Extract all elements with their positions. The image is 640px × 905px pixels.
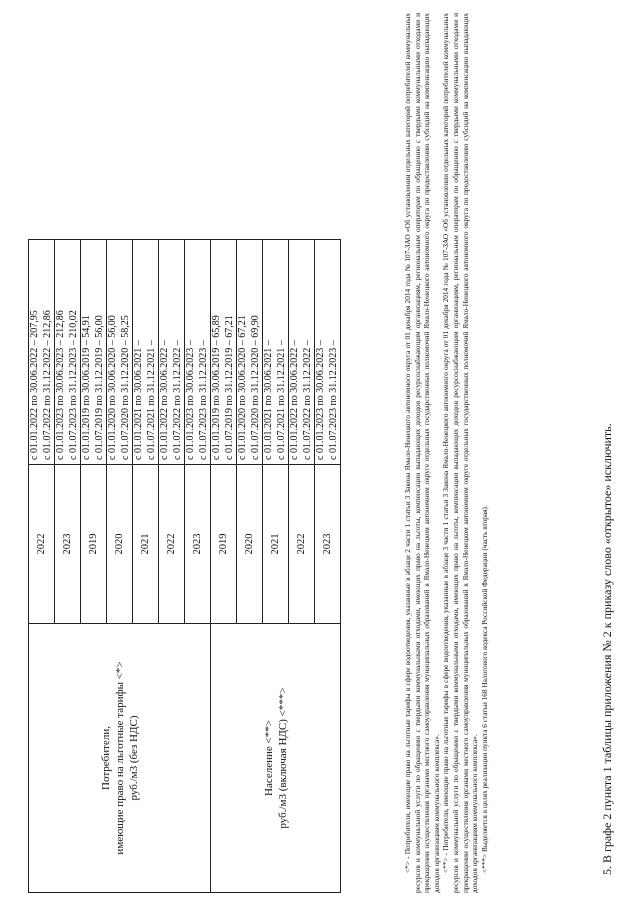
tariff-period-line: с 01.07.2023 по 31.12.2023 –: [197, 340, 209, 460]
category-label-line: Потребители,: [99, 726, 112, 790]
tariff-period-line: с 01.01.2022 по 30.06.2022 –: [159, 340, 170, 460]
tariff-period-line: с 01.07.2022 по 31.12.2022 –: [171, 340, 183, 460]
tariff-period-line: с 01.01.2021 по 30.06.2021 –: [133, 340, 144, 460]
category-label-line: руб./м3 (без НДС): [127, 715, 140, 801]
period-cell: [81, 240, 107, 465]
tariff-period-line: с 01.01.2023 по 30.06.2023 –: [185, 340, 196, 460]
footnote-3: <***> Выделяется в целях реализации пункта 6 статьи 168 Налогового кодекса Российской Федерации (часть вторая).: [479, 505, 489, 873]
period-cell: [289, 240, 315, 465]
period-cell: [107, 240, 133, 465]
tariff-period-line: с 01.01.2019 по 30.06.2019 – 54,91: [81, 315, 92, 460]
category-label-line: имеющие право на льготные тарифы <*>: [113, 661, 126, 855]
tariff-period-line: с 01.07.2019 по 31.12.2019 – 67,21: [223, 315, 235, 460]
tariff-period-line: с 01.01.2023 по 30.06.2023 – 212,86: [55, 310, 66, 460]
tariff-period-line: с 01.07.2021 по 31.12.2021 –: [145, 340, 157, 460]
period-cell: [133, 240, 159, 465]
year-cell: 2022: [29, 465, 55, 624]
category-label-line: Население <**>: [262, 720, 275, 796]
period-cell: [29, 240, 55, 465]
table-row: [29, 240, 55, 893]
tariff-period-line: с 01.07.2022 по 31.12.2022 –: [301, 340, 313, 460]
year-cell: 2023: [185, 465, 211, 624]
tariff-period-line: с 01.07.2020 по 31.12.2020 – 69,90: [249, 315, 261, 460]
period-cell: [263, 240, 289, 465]
tariff-period-line: с 01.07.2023 по 31.12.2023 – 210,02: [67, 310, 79, 460]
consumers-category-cell: [29, 624, 211, 893]
tariff-period-line: с 01.01.2021 по 30.06.2021 –: [263, 340, 274, 460]
year-cell: 2023: [315, 465, 341, 624]
tariff-period-line: с 01.01.2020 по 30.06.2020 – 67,21: [237, 315, 248, 460]
year-cell: 2019: [211, 465, 237, 624]
period-cell: [211, 240, 237, 465]
year-cell: 2020: [237, 465, 263, 624]
period-cell: [185, 240, 211, 465]
year-cell: 2021: [263, 465, 289, 624]
year-cell: 2021: [133, 465, 159, 624]
footnote-2: <**> - Потребители, имеющие право на льготные тарифы в сфере водоотведения, указанные в абзаце 3 части 1 статьи 3 Закона Ямало-Ненецкого автономного округа от 01 декабря 2014 года № 107-ЗАО «Об установлении отдельных категорий потребителей коммунальных ресурсов и коммунальной услуги по обращению с твердыми коммунальными отходами, имеющих право на льготы, компенсации выпадающих доходов ресурсоснабжающим организациям, региональным операторам по обращению с твердыми коммунальными отходами и прекращении осуществления органами местного самоуправления муниципальных образований в Ямало-Ненецком автономном округе отдельных государственных полномочий Ямало-Ненецкого автономного округа по предоставлению субсидий на компенсацию выпадающих доходов организациям коммунального комплекса».: [441, 13, 480, 893]
footnote-1: <*> - Потребители, имеющие право на льготные тарифы в сфере водоотведения, указанные в абзаце 2 части 1 статьи 3 Закона Ямало-Ненецкого автономного округа от 01 декабря 2014 года № 107-ЗАО «Об установлении отдельных категорий потребителей коммунальных ресурсов и коммунальной услуги по обращению с твердыми коммунальными отходами, имеющих право на льготы, компенсации выпадающих доходов ресурсоснабжающим организациям, региональным операторам по обращению с твердыми коммунальными отходами и прекращении осуществления органами местного самоуправления муниципальных образований в Ямало-Ненецком автономном округе отдельных государственных полномочий Ямало-Ненецкого автономного округа по предоставлению субсидий на компенсацию выпадающих доходов организациям коммунального комплекса».: [403, 13, 441, 893]
tariff-period-line: с 01.07.2020 по 31.12.2020 – 58,25: [119, 315, 131, 460]
period-cell: [159, 240, 185, 465]
tariff-period-line: с 01.07.2023 по 31.12.2023 –: [327, 340, 339, 460]
tariff-period-line: с 01.01.2023 по 30.06.2023 –: [315, 340, 326, 460]
year-cell: 2022: [289, 465, 315, 624]
period-cell: [237, 240, 263, 465]
tariff-period-line: с 01.07.2022 по 31.12.2022 – 212,86: [41, 310, 53, 460]
year-cell: 2022: [159, 465, 185, 624]
year-cell: 2020: [107, 465, 133, 624]
tariff-period-line: с 01.01.2022 по 30.06.2022 – 207,95: [29, 310, 40, 460]
tariff-period-line: с 01.07.2021 по 31.12.2021 –: [275, 340, 287, 460]
table-row: [211, 240, 237, 893]
year-cell: 2019: [81, 465, 107, 624]
item-5-paragraph: 5. В графе 2 пункта 1 таблицы приложения № 2 к приказу слово «открытое» исключить.: [600, 423, 614, 875]
footnotes: [403, 13, 489, 893]
tariff-period-line: с 01.07.2019 по 31.12.2019 – 56,00: [93, 315, 105, 460]
population-category-cell: [211, 624, 341, 893]
tariff-period-line: с 01.01.2020 по 30.06.2020 – 56,00: [107, 315, 118, 460]
tariff-period-line: с 01.01.2022 по 30.06.2022 –: [289, 340, 300, 460]
period-cell: [55, 240, 81, 465]
year-cell: 2023: [55, 465, 81, 624]
tariff-table: [28, 239, 341, 893]
tariff-period-line: с 01.01.2019 по 30.06.2019 – 65,89: [211, 315, 222, 460]
period-cell: [315, 240, 341, 465]
category-label-line: руб./м3 (включая НДС) <***>: [276, 687, 289, 829]
